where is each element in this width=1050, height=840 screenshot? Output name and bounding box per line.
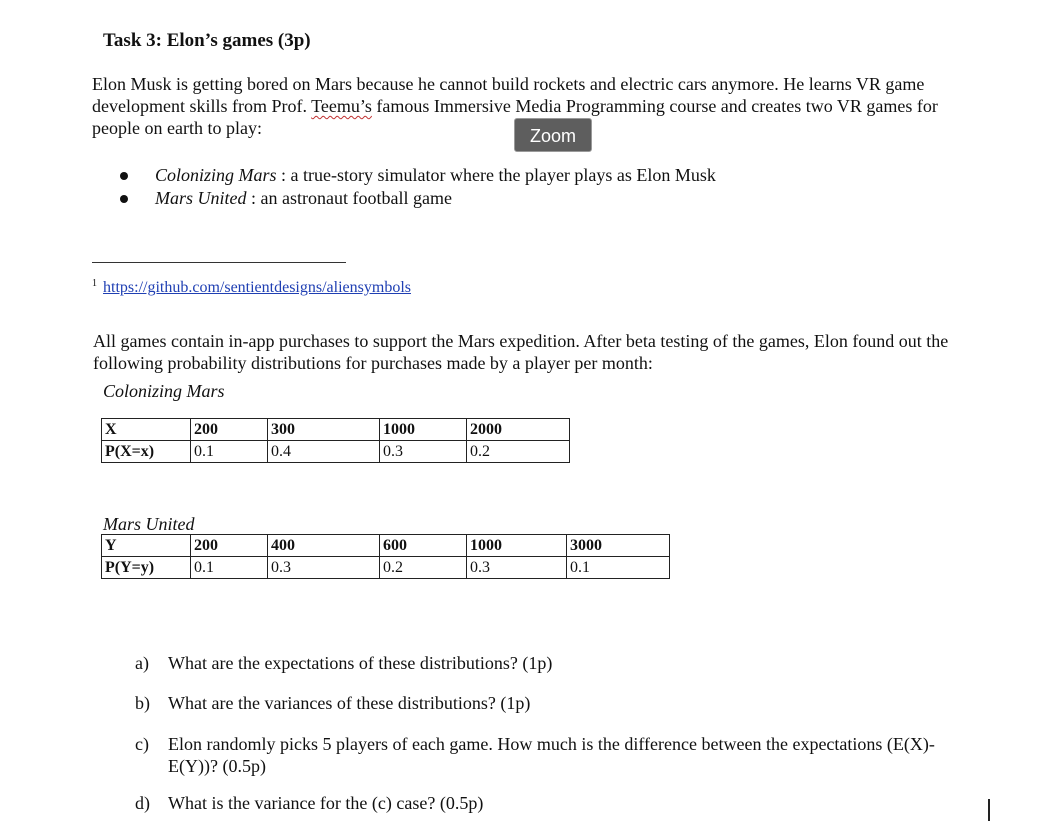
variable-label: Y [102, 535, 191, 557]
game-description: : an astronaut football game [246, 188, 452, 208]
probability-cell: 0.3 [467, 557, 567, 579]
probability-cell: 0.1 [191, 557, 268, 579]
probability-label: P(Y=y) [102, 557, 191, 579]
text-cursor [988, 799, 990, 821]
question-label: a) [135, 653, 149, 673]
table-row [102, 441, 570, 463]
probability-cell: 0.4 [268, 441, 380, 463]
table-row [102, 535, 670, 557]
zoom-tooltip[interactable]: Zoom [514, 118, 592, 152]
game-name: Colonizing Mars [155, 165, 277, 185]
question-text: What are the variances of these distributions? (1p) [168, 693, 531, 713]
value-cell: 200 [191, 535, 268, 557]
game-description: : a true-story simulator where the player plays as Elon Musk [276, 165, 716, 185]
question-text: What are the expectations of these distributions? (1p) [168, 653, 553, 673]
question-label: c) [135, 734, 149, 754]
probability-label: P(X=x) [102, 441, 191, 463]
question-c [135, 733, 945, 777]
intro-text-start: Elon Musk is getting bored on Mars because he cannot build rockets and electric cars anymore. He learns VR game development skills from Prof. [92, 74, 925, 116]
mars-united-table [101, 534, 670, 579]
question-label: b) [135, 693, 150, 713]
colonizing-mars-table [101, 418, 570, 463]
task-title: Task 3: Elon’s games (3p) [103, 30, 311, 51]
question-a [135, 652, 945, 674]
question-text: What is the variance for the (c) case? (0.5p) [168, 793, 484, 813]
table-row [102, 557, 670, 579]
question-text: Elon randomly picks 5 players of each game. How much is the difference between the expectations (E(X)-E(Y))? (0.5p) [168, 734, 935, 776]
probability-cell: 0.2 [467, 441, 570, 463]
footnote-separator [92, 262, 346, 263]
table-row [102, 419, 570, 441]
list-item [120, 187, 716, 210]
distribution-intro: All games contain in-app purchases to support the Mars expedition. After beta testing of the games, Elon found out the following probability distributions for purchases made by a player per month: [93, 331, 949, 373]
value-cell: 400 [268, 535, 380, 557]
table-x-caption: Colonizing Mars [103, 381, 225, 401]
value-cell: 1000 [380, 419, 467, 441]
games-list [120, 164, 716, 210]
game-name: Mars United [155, 188, 247, 208]
value-cell: 3000 [567, 535, 670, 557]
value-cell: 200 [191, 419, 268, 441]
value-cell: 1000 [467, 535, 567, 557]
value-cell: 2000 [467, 419, 570, 441]
list-item [120, 164, 716, 187]
table-y-caption: Mars United [103, 514, 195, 534]
probability-cell: 0.3 [268, 557, 380, 579]
probability-cell: 0.2 [380, 557, 467, 579]
footnote-marker: 1 [92, 278, 97, 289]
probability-cell: 0.1 [567, 557, 670, 579]
value-cell: 600 [380, 535, 467, 557]
footnote [92, 274, 411, 298]
question-b [135, 692, 945, 714]
question-label: d) [135, 793, 150, 813]
probability-cell: 0.1 [191, 441, 268, 463]
question-d [135, 792, 945, 814]
probability-cell: 0.3 [380, 441, 467, 463]
spellcheck-flagged-word[interactable]: Teemu’s [311, 96, 372, 116]
value-cell: 300 [268, 419, 380, 441]
footnote-link[interactable]: https://github.com/sentientdesigns/aliensymbols [103, 279, 411, 296]
intro-text-end: famous Immersive Media Programming course and creates two VR games for people on earth to play: [92, 96, 938, 138]
variable-label: X [102, 419, 191, 441]
